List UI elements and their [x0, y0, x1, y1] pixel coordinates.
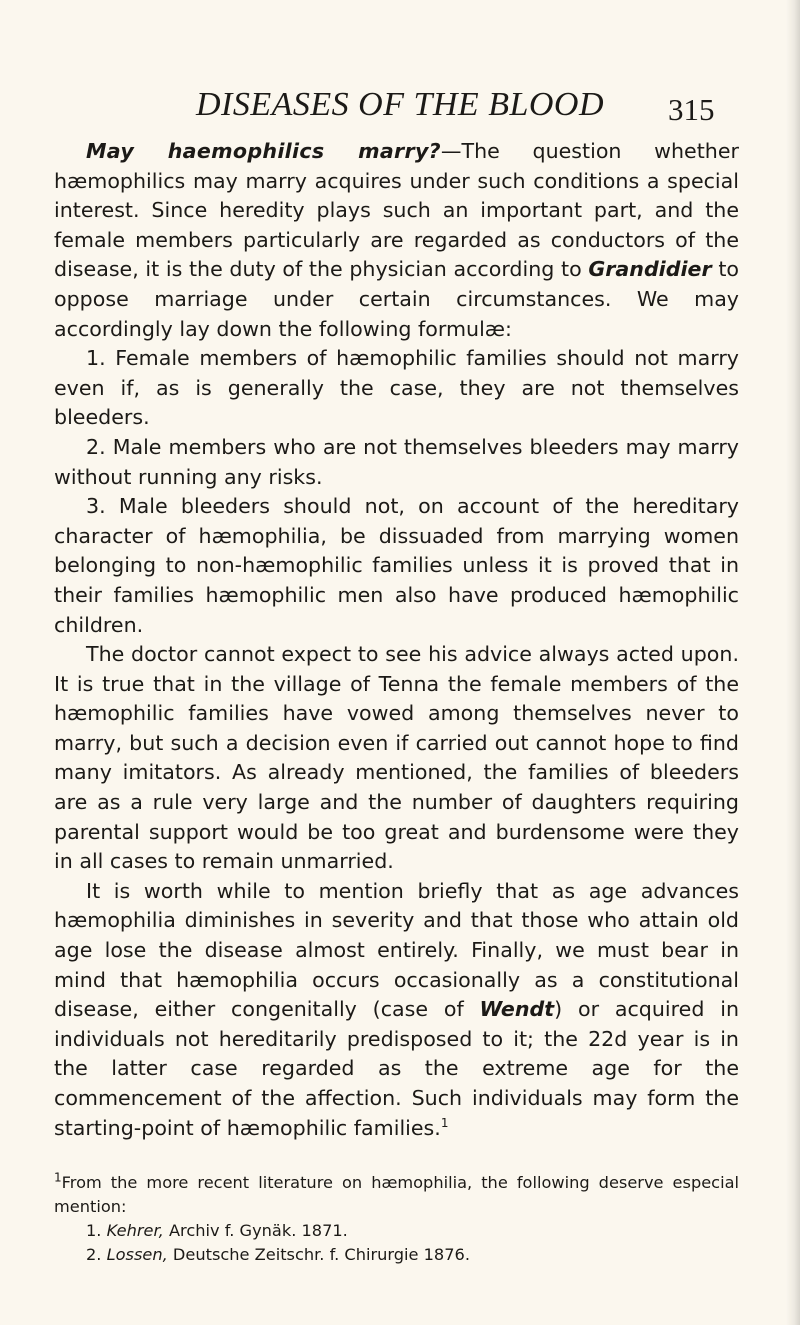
paragraph-doctor: The doctor cannot expect to see his advice always acted upon. It is true that in the village of Tenna the female members of the hæmophilic families have vowed among themselves never to marry, but such a decision even if carried out cannot hope to find many imitators. As already mentioned, the families of bleeders are as a rule very large and the number of daughters requiring parental support would be too great and burdensome were they in all cases to remain unmarried. [54, 642, 739, 874]
rule-1: 1. Female members of hæmophilic families should not marry even if, as is generally the case, they are not themselves bleeders. [54, 346, 739, 430]
main-text [54, 137, 739, 1143]
page-edge-shadow [786, 0, 800, 1325]
paragraph-intro [54, 137, 739, 344]
running-title: DISEASES OF THE BLOOD [195, 86, 605, 123]
footnote-entry [54, 1243, 739, 1267]
authority-grandidier: Grandidier [588, 257, 712, 282]
rule-3: 3. Male bleeders should not, on account of the hereditary character of hæmophilia, be dissuaded from marrying women belonging to non-hæmophilic families unless it is proved that in their families hæmophilic men also have produced hæmophilic children. [54, 494, 739, 637]
authority-wendt: Wendt [479, 997, 555, 1022]
rule-2: 2. Male members who are not themselves bleeders may marry without running any risks. [54, 434, 739, 489]
paragraph-age-text: It is worth while to mention briefly that as age advances hæmophilia diminishes in severity and that those who attain old age lose the disease almost entirely. Finally, we must bear in mind that hæmophilia occurs occasionally as a constitutional disease, either congenitally (case of [54, 878, 739, 1022]
paragraph-intro-end: to oppose marriage under certain circumstances. We may accordingly lay down the following formulæ: [54, 257, 739, 341]
page-number: 315 [668, 92, 715, 127]
paragraph-age [54, 877, 739, 1143]
footnote-entry [54, 1219, 739, 1243]
section-heading: May haemophilics marry? [86, 139, 441, 163]
footnote-entry-author: Kehrer, [106, 1221, 164, 1240]
footnote-entry-author: Lossen, [106, 1245, 168, 1264]
footnote-marker: 1 [54, 1170, 62, 1185]
footnote-entry-number: 2. [86, 1245, 102, 1264]
paragraph-intro-text: —The question whether hæmophilics may marry acquires under such conditions a special interest. Since heredity plays such an important part, and the female members particularly are regarded as conductors of the disease, it is the duty of the physician according to [54, 139, 739, 282]
footnote-entry-number: 1. [86, 1221, 102, 1240]
paragraph-age-end: ) or acquired in individuals not hereditarily predisposed to it; the 22d year is in the latter case regarded as the extreme age for the commencement of the affection. Such individuals may form the starting-point of hæmophilic families. [54, 997, 739, 1140]
footnote-reference[interactable]: 1 [440, 1115, 449, 1130]
footnote-intro-text: From the more recent literature on hæmophilia, the following deserve especial mention: [54, 1173, 739, 1216]
footnote-entry-source: Deutsche Zeitschr. f. Chirurgie 1876. [172, 1245, 470, 1264]
footnote-intro [54, 1171, 739, 1219]
footnotes [54, 1171, 739, 1267]
footnote-entry-source: Archiv f. Gynäk. 1871. [168, 1221, 348, 1240]
